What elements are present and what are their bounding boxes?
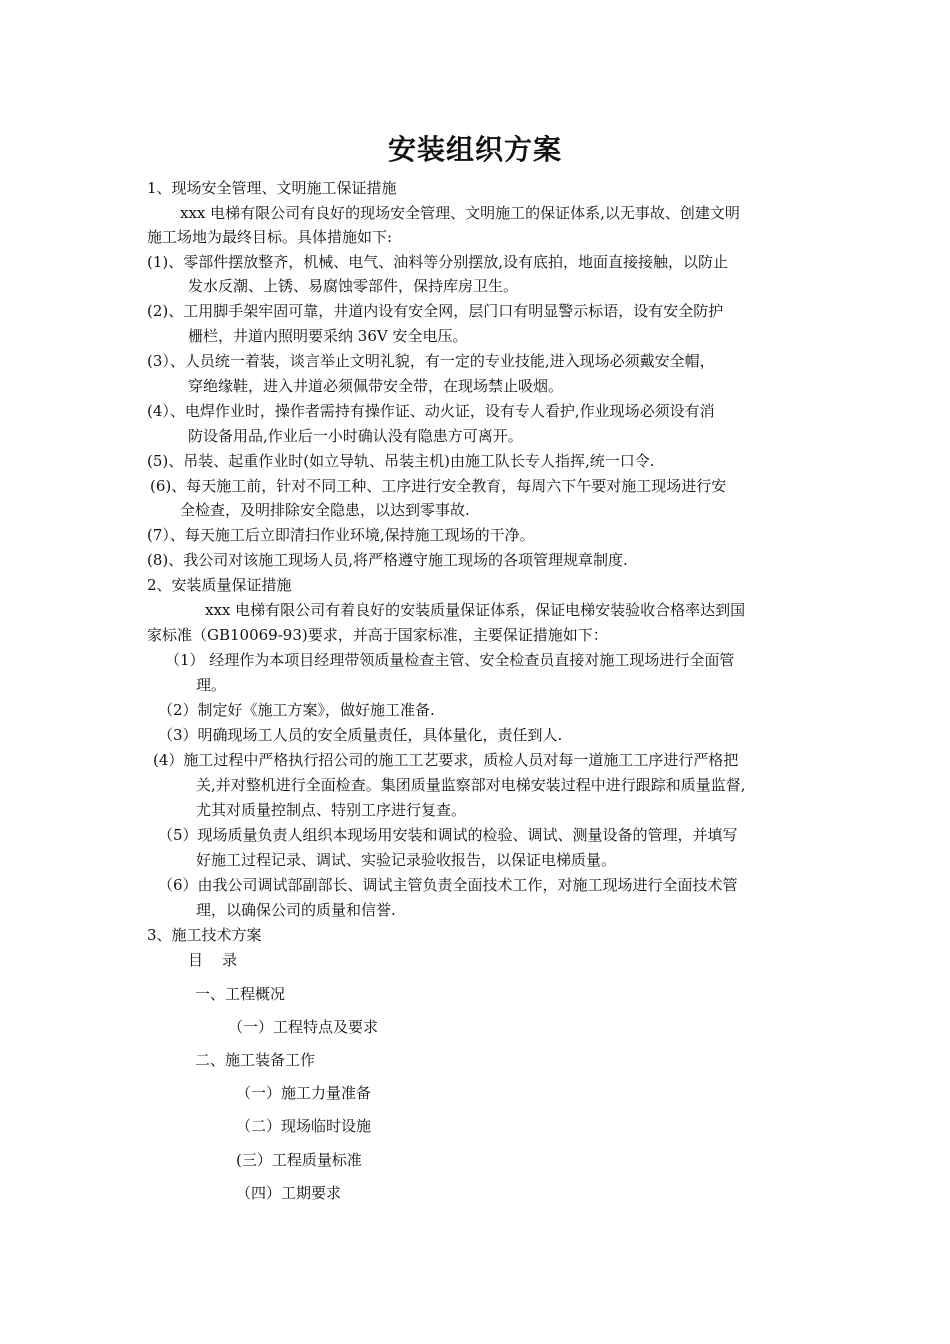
paragraph-line: 施工场地为最终目标。具体措施如下: <box>147 228 393 246</box>
toc-entry: 一、工程概况 <box>195 985 286 1003</box>
list-item: (8)、我公司对该施工现场人员,将严格遵守施工现场的各项管理规章制度. <box>147 551 628 569</box>
list-item: (3）、人员统一着装，谈言举止文明礼貌，有一定的专业技能,进入现场必须戴安全帽， <box>147 352 715 370</box>
toc-entry: （二）现场临时设施 <box>236 1117 372 1135</box>
list-item: （3）明确现场工人员的安全质量责任，具体量化，责任到人. <box>158 726 563 744</box>
section-heading: 2、安装质量保证措施 <box>147 576 292 594</box>
toc-entry: （一）施工力量准备 <box>236 1084 372 1102</box>
list-item: （5）现场质量负责人组织本现场用安装和调试的检验、调试、测量设备的管理，并填写 <box>158 826 738 844</box>
list-item-continuation: 发水反潮、上锈、易腐蚀零部件，保持库房卫生。 <box>188 277 519 295</box>
list-item-continuation: 理，以确保公司的质量和信誉. <box>196 901 396 919</box>
list-item-continuation: 防设备用品,作业后一小时确认没有隐患方可离开。 <box>188 427 523 445</box>
section-heading: 3、施工技术方案 <box>147 926 262 944</box>
list-item-continuation: 关,并对整机进行全面检查。集团质量监察部对电梯安装过程中进行跟踪和质量监督, <box>196 776 746 794</box>
list-item: (4）施工过程中严格执行招公司的施工工艺要求，质检人员对每一道施工工序进行严格把 <box>153 751 739 769</box>
list-item-continuation: 栅栏，井道内照明要采纳 36V 安全电压。 <box>188 327 468 345</box>
list-item-continuation: 尤其对质量控制点、特别工序进行复查。 <box>196 801 467 819</box>
list-item-continuation: 理。 <box>196 676 227 694</box>
list-item: (6)、每天施工前，针对不同工种、工序进行安全教育，每周六下午要对施工现场进行安 <box>150 477 727 495</box>
list-item: （1） 经理作为本项目经理带领质量检查主管、安全检查员直接对施工现场进行全面管 <box>165 651 735 669</box>
paragraph-line: 家标准（GB10069-93)要求，并高于国家标准，主要保证措施如下： <box>147 626 608 644</box>
list-item-continuation: 全检查，及明排除安全隐患，以达到零事故. <box>180 501 470 519</box>
toc-entry: （四）工期要求 <box>236 1184 342 1202</box>
list-item: （6）由我公司调试部副部长、调试主管负责全面技术工作，对施工现场进行全面技术管 <box>158 876 738 894</box>
list-item-continuation: 好施工过程记录、调试、实验记录验收报告，以保证电梯质量。 <box>196 851 617 869</box>
document-title: 安装组织方案 <box>387 133 562 166</box>
toc-entry: 二、施工装备工作 <box>195 1051 316 1069</box>
paragraph-line: xxx 电梯有限公司有着良好的安装质量保证体系，保证电梯安装验收合格率达到国 <box>205 601 746 619</box>
list-item: (1)、零部件摆放整齐，机械、电气、油料等分别摆放,设有底拍，地面直接接触，以防止 <box>147 253 729 271</box>
toc-entry: (三）工程质量标准 <box>236 1151 362 1169</box>
list-item: (5)、吊装、起重作业时(如立导轨、吊装主机)由施工队长专人指挥,统一口令. <box>147 452 655 470</box>
list-item: (7）、每天施工后立即清扫作业环境,保持施工现场的干净。 <box>147 526 535 544</box>
list-item: (2)、工用脚手架牢固可靠，井道内设有安全网，层门口有明显警示标语，设有安全防护 <box>147 302 724 320</box>
list-item: (4）、电焊作业时，操作者需持有操作证、动火证，设有专人看护,作业现场必须设有消 <box>147 402 715 420</box>
list-item-continuation: 穿绝缘鞋，进入井道必须佩带安全带，在现场禁止吸烟。 <box>188 377 564 395</box>
toc-entry: （一）工程特点及要求 <box>228 1018 379 1036</box>
paragraph-line: xxx 电梯有限公司有良好的现场安全管理、文明施工的保证体系,以无事故、创建文明 <box>180 204 740 222</box>
list-item: （2）制定好《施工方案》，做好施工准备. <box>158 701 435 719</box>
toc-title: 目 录 <box>188 951 238 969</box>
section-heading: 1、现场安全管理、文明施工保证措施 <box>147 179 397 197</box>
